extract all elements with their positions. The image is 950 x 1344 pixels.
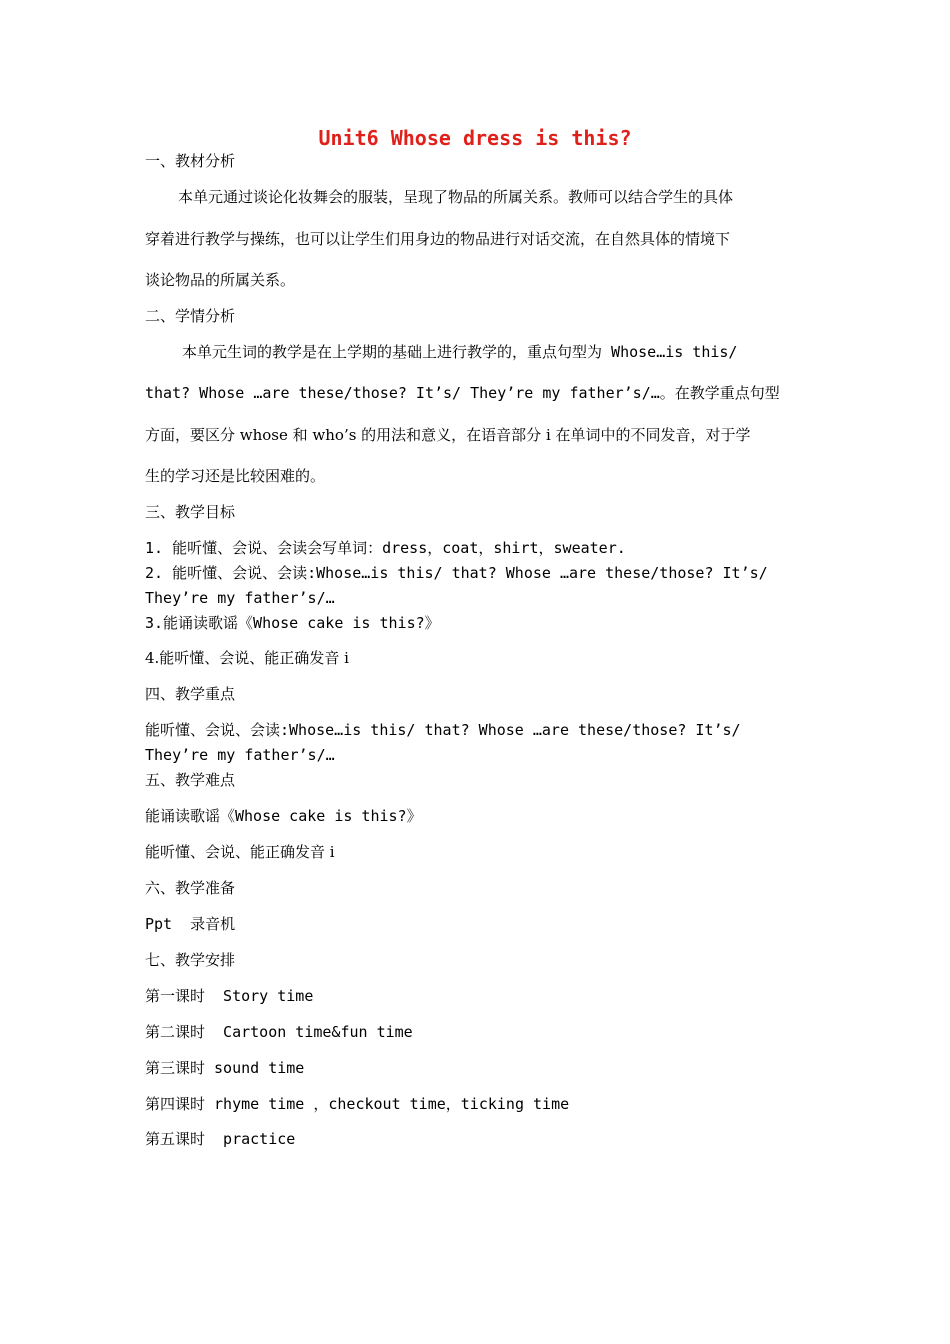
- paragraph-line: 本单元通过谈论化妆舞会的服装，呈现了物品的所属关系。教师可以结合学生的具体: [178, 188, 734, 206]
- paragraph-line: They’re my father’s/…: [145, 746, 335, 764]
- schedule-line: 第三课时 sound time: [145, 1059, 305, 1077]
- list-item: 2. 能听懂、会说、会读:Whose…is this/ that? Whose …are these/those? It’s/: [145, 564, 768, 582]
- paragraph-line: 生的学习还是比较困难的。: [145, 467, 326, 485]
- paragraph-line: 能听懂、会说、会读:Whose…is this/ that? Whose …are these/those? It’s/: [145, 721, 741, 739]
- section-heading-6: 六、教学准备: [145, 879, 236, 897]
- section-heading-2: 二、学情分析: [145, 307, 236, 325]
- paragraph-line: 谈论物品的所属关系。: [145, 271, 296, 289]
- section-heading-4: 四、教学重点: [145, 685, 236, 703]
- section-heading-1: 一、教材分析: [145, 152, 236, 170]
- paragraph-line: 能诵读歌谣《Whose cake is this?》: [145, 807, 422, 825]
- section-heading-7: 七、教学安排: [145, 951, 236, 969]
- schedule-line: 第五课时 practice: [145, 1130, 296, 1148]
- section-heading-5: 五、教学难点: [145, 771, 236, 789]
- paragraph-line: 能听懂、会说、能正确发音 i: [145, 843, 335, 861]
- paragraph-line: 穿着进行教学与操练，也可以让学生们用身边的物品进行对话交流，在自然具体的情境下: [145, 230, 731, 248]
- schedule-line: 第四课时 rhyme time ，checkout time，ticking time: [145, 1095, 570, 1113]
- paragraph-line: that? Whose …are these/those? It’s/ They’re my father’s/…。在教学重点句型: [145, 384, 780, 402]
- paragraph-line: Ppt 录音机: [145, 915, 236, 933]
- paragraph-line: 本单元生词的教学是在上学期的基础上进行教学的，重点句型为 Whose…is this/: [182, 343, 738, 361]
- schedule-line: 第一课时 Story time: [145, 987, 314, 1005]
- document-title: Unit6 Whose dress is this?: [318, 126, 632, 150]
- schedule-line: 第二课时 Cartoon time&fun time: [145, 1023, 413, 1041]
- list-item: 3.能诵读歌谣《Whose cake is this?》: [145, 614, 440, 632]
- list-item: 1. 能听懂、会说、会读会写单词：dress，coat，shirt，sweater.: [145, 539, 626, 557]
- section-heading-3: 三、教学目标: [145, 503, 236, 521]
- paragraph-line: 方面，要区分 whose 和 who’s 的用法和意义，在语音部分 i 在单词中的不同发音，对于学: [145, 426, 751, 444]
- list-item-continuation: They’re my father’s/…: [145, 589, 335, 607]
- list-item: 4.能听懂、会说、能正确发音 i: [145, 649, 349, 667]
